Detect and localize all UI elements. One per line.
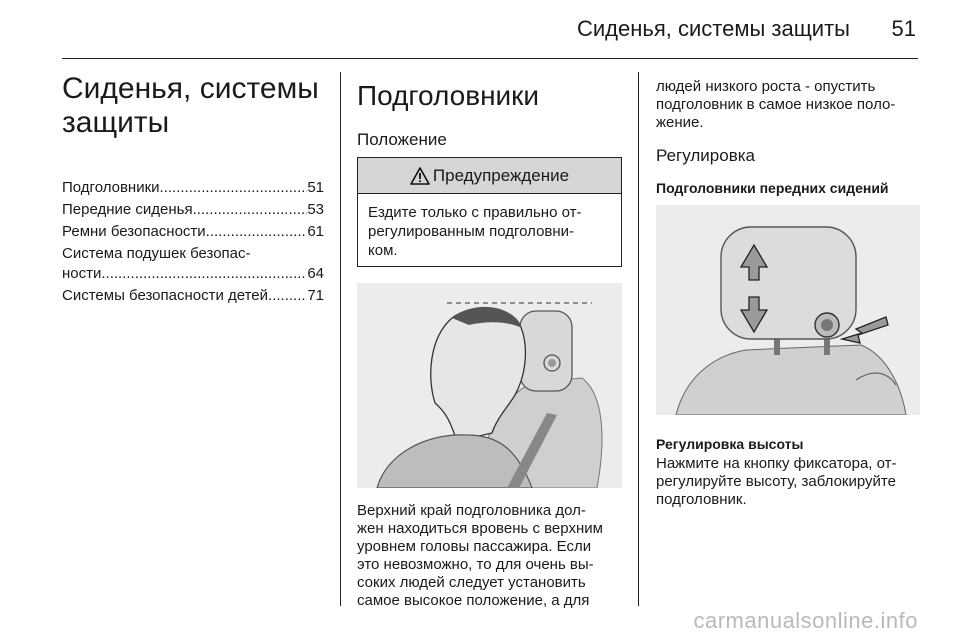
front-head-restraint-illustration: [656, 205, 920, 415]
toc-entry[interactable]: Подголовники ..... 51: [62, 178, 324, 198]
page-number: 51: [891, 16, 916, 41]
height-adjustment-title: Регулировка высоты: [656, 436, 804, 452]
header-rule: [62, 58, 918, 59]
position-description: Верхний край подголовника дол- жен находиться вровень с верхним уровнем головы пассажира. Если это невозможно, то для очень вы- соких людей следует установить самое высокое положение, а для: [357, 502, 603, 609]
subsection-title: Положение: [357, 130, 447, 149]
toc-entry[interactable]: Ремни безопасности ..... 61: [62, 222, 324, 242]
warning-header: [358, 158, 621, 194]
running-title: Сиденья, системы защиты: [576, 16, 850, 41]
table-of-contents: [62, 178, 324, 308]
adjustment-title: Регулировка: [656, 146, 755, 165]
toc-entry[interactable]: Система подушек безопас- ности ..... 64: [62, 244, 324, 284]
position-description-continued: людей низкого роста - опустить подголовник в самое низкое поло- жение.: [656, 78, 896, 131]
watermark: carmanualsonline.info: [693, 608, 918, 633]
warning-text: Ездите только с правильно от- регулированным подголовни- ком.: [368, 204, 582, 259]
height-adjustment-text: Нажмите на кнопку фиксатора, от- регулируйте высоту, заблокируйте подголовник.: [656, 455, 897, 508]
toc-entry[interactable]: Системы безопасности детей ..... 71: [62, 286, 324, 306]
column-divider: [638, 72, 639, 606]
front-head-restraints-title: Подголовники передних сидений: [656, 180, 889, 196]
warning-heading: Предупреждение: [432, 165, 570, 185]
chapter-title: Сиденья, системы защиты: [62, 72, 319, 139]
head-restraint-position-illustration: [357, 283, 622, 488]
column-divider: [340, 72, 341, 606]
warning-box: [357, 157, 622, 267]
section-title: Подголовники: [357, 80, 540, 111]
toc-entry[interactable]: Передние сиденья ..... 53: [62, 200, 324, 220]
warning-triangle-icon: [410, 167, 430, 185]
